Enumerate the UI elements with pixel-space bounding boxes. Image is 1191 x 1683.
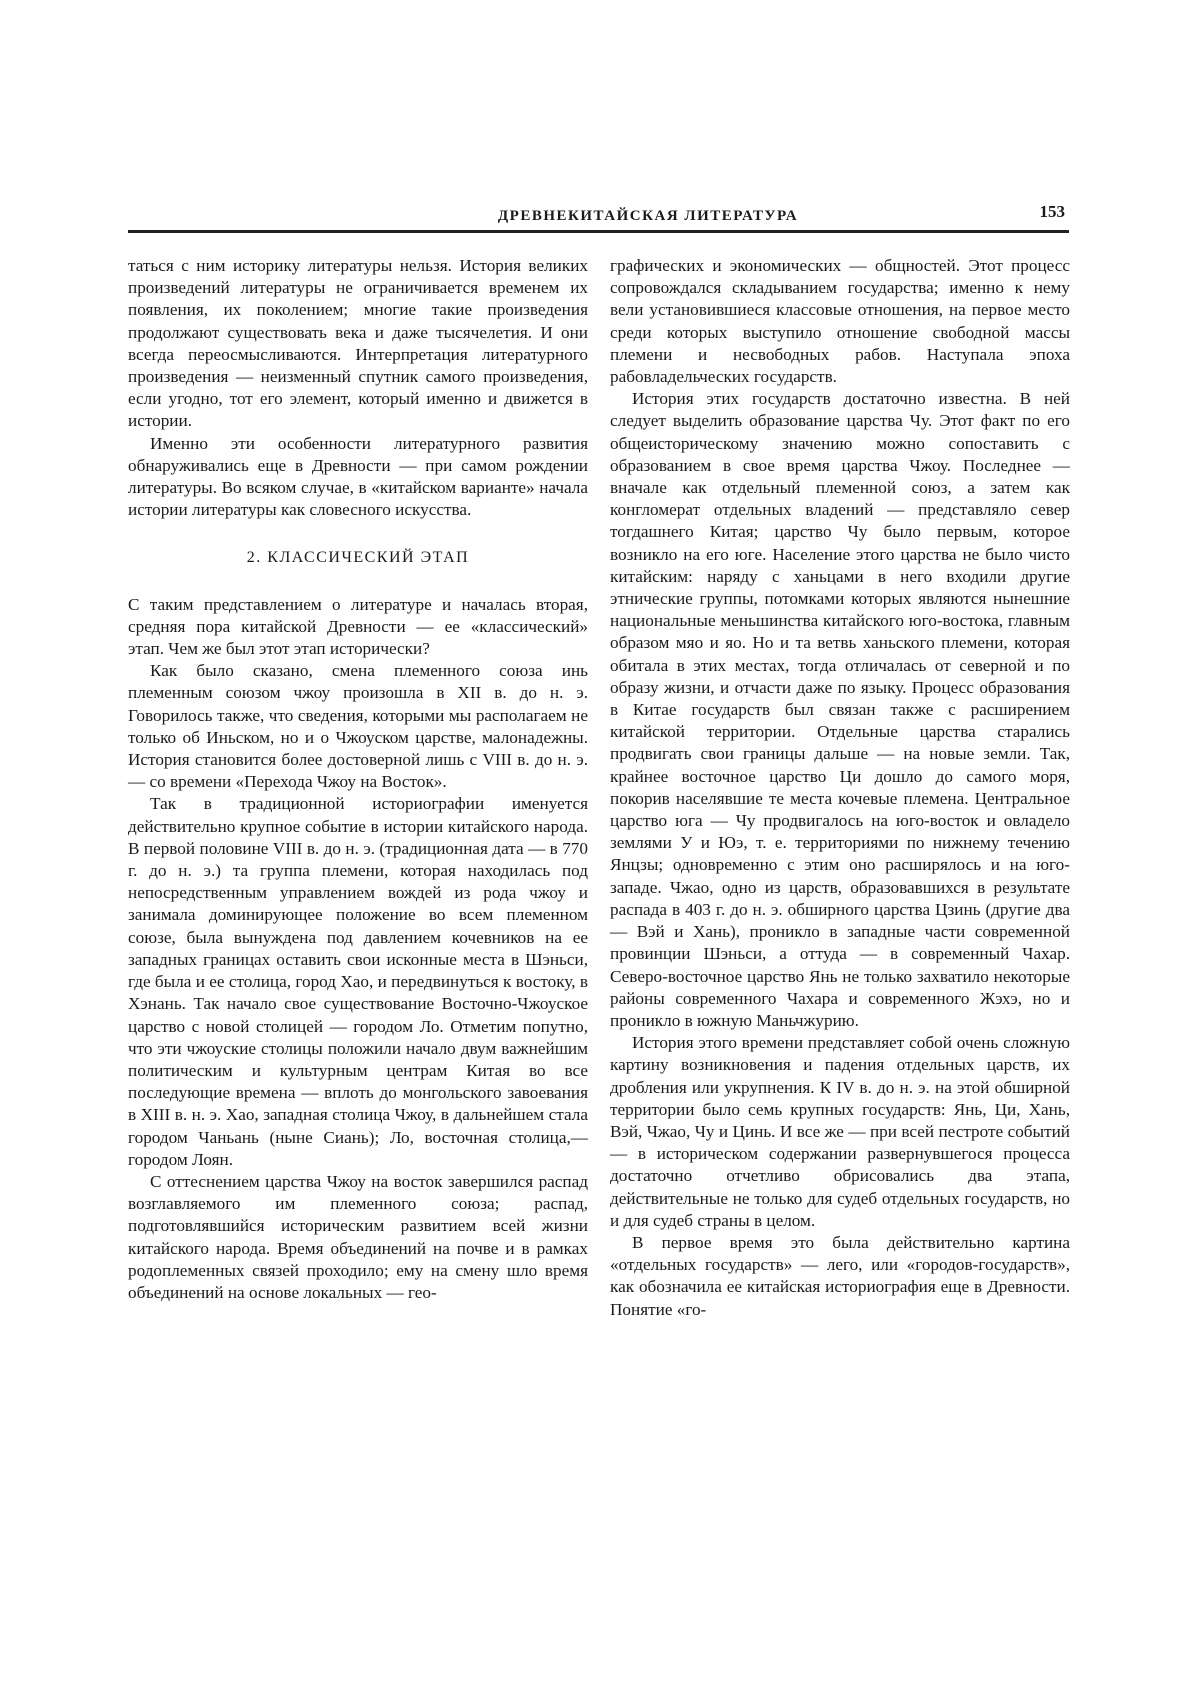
right-column (610, 255, 1070, 1321)
paragraph: С таким представлением о литературе и началась вторая, средняя пора китайской Древности — ее «классический» этап. Чем же был этот этап исторически? (128, 594, 588, 659)
page-number: 153 (1039, 202, 1065, 221)
header-rule (128, 230, 1069, 233)
paragraph: В первое время это была действительно картина «отдельных государств» — лего, или «городов-государств», как обозначила ее китайская историография еще в Древности. Понятие «го- (610, 1232, 1070, 1319)
left-column (128, 255, 588, 1304)
paragraph: С оттеснением царства Чжоу на восток завершился распад возглавляемого им племенного союза; распад, подготовлявшийся историческим развитием всей жизни китайского народа. Время объединений на почве и в рамках родоплеменных связей проходило; ему на смену шло время объединений на основе локальных — гео- (128, 1171, 588, 1302)
running-header (128, 202, 1069, 232)
paragraph: таться с ним историку литературы нельзя. История великих произведений литературы не ограничивается временем их появления, их поколением; многие такие произведения продолжают существовать века и даже тысячелетия. И они всегда переосмысливаются. Интерпретация литературного произведения — неизменный спутник самого произведения, если угодно, тот его элемент, который именно и движется в истории. (128, 256, 588, 431)
paragraph: История этого времени представляет собой очень сложную картину возникновения и падения отдельных царств, их дробления или укрупнения. К IV в. до н. э. на этой обширной территории было семь крупных государств: Янь, Ци, Хань, Вэй, Чжао, Чу и Цинь. И все же — при всей пестроте событий — в историческом содержании развернувшегося процесса достаточно отчетливо обрисовались два этапа, действительные не только для судеб отдельных государств, но и для судеб страны в целом. (610, 1033, 1070, 1230)
paragraph: Именно эти особенности литературного развития обнаруживались еще в Древности — при самом рождении литературы. Во всяком случае, в «китайском варианте» начала истории литературы как словесного искусства. (128, 433, 588, 520)
section-heading: 2. КЛАССИЧЕСКИЙ ЭТАП (246, 549, 470, 567)
paragraph: графических и экономических — общностей. Этот процесс сопровождался складыванием государства; именно к нему вели установившиеся классовые отношения, на первое место среди которых выступило отношение свободной массы племени и несвободных рабов. Наступала эпоха рабовладельческих государств. (610, 256, 1070, 387)
paragraph: Так в традиционной историографии именуется действительно крупное событие в истории китайского народа. В первой половине VIII в. до н. э. (традиционная дата — в 770 г. до н. э.) та группа племени, которая находилась под непосредственным управлением вождей из рода чжоу и занимала доминирующее положение во всем племенном союзе, была вынуждена под давлением кочевников на ее западных границах оставить свои исконные места в Шэньси, где была и ее столица, город Хао, и передвинуться к востоку, в Хэнань. Так начало свое существование Восточно-Чжоуское царство с новой столицей — городом Ло. Отметим попутно, что эти чжоуские столицы положили начало двум важнейшим политическим и культурным центрам Китая во все последующие времена — вплоть до монгольского завоевания в XIII в. н. э. Хао, западная столица Чжоу, в дальнейшем стала городом Чаньань (ныне Сиань); Ло, восточная столица,— городом Лоян. (128, 794, 588, 1169)
paragraph: История этих государств достаточно известна. В ней следует выделить образование царства Чу. Этот факт по его общеисторическому значению можно сопоставить с образованием в свое время царства Чжоу. Последнее — вначале как отдельный племенной союз, а затем как конгломерат отдельных владений — представляло север тогдашнего Китая; царство Чу было первым, которое возникло на его юге. Население этого царства не было чисто китайским: наряду с ханьцами в него входили другие этнические группы, потомками которых являются нынешние национальные меньшинства китайского юго-востока, главным образом мяо и яо. Но и та ветвь ханьского племени, которая обитала в этих местах, тогда отличалась от северной и по образу жизни, и отчасти даже по языку. Процесс образования в Китае государств был связан также с расширением китайской территории. Отдельные царства старались продвигать свои границы дальше — на новые земли. Так, крайнее восточное царство Ци дошло до самого моря, покорив населявшие те места кочевые племена. Центральное царство юга — Чу продвигалось на юго-восток и овладело землями У и Юэ, т. е. территориями по нижнему течению Янцзы; одновременно с этим оно расширялось и на юго-западе. Чжао, одно из царств, образовавшихся в результате распада в 403 г. до н. э. обширного царства Цзинь (другие два — Вэй и Хань), проникло в западные части современной провинции Шэньси, а оттуда — в современный Чахар. Северо-восточное царство Янь не только захватило некоторые районы современного Чахара и современного Жэхэ, но и проникло в южную Маньчжурию. (610, 389, 1070, 1030)
paragraph: Как было сказано, смена племенного союза инь племенным союзом чжоу произошла в XII в. до н. э. Говорилось также, что сведения, которыми мы располагаем не только об Иньском, но и о Чжоуском царстве, малонадежны. История становится более достоверной лишь с VIII в. до н. э.— со времени «Перехода Чжоу на Восток». (128, 661, 588, 792)
running-title: ДРЕВНЕКИТАЙСКАЯ ЛИТЕРАТУРА (497, 208, 799, 224)
